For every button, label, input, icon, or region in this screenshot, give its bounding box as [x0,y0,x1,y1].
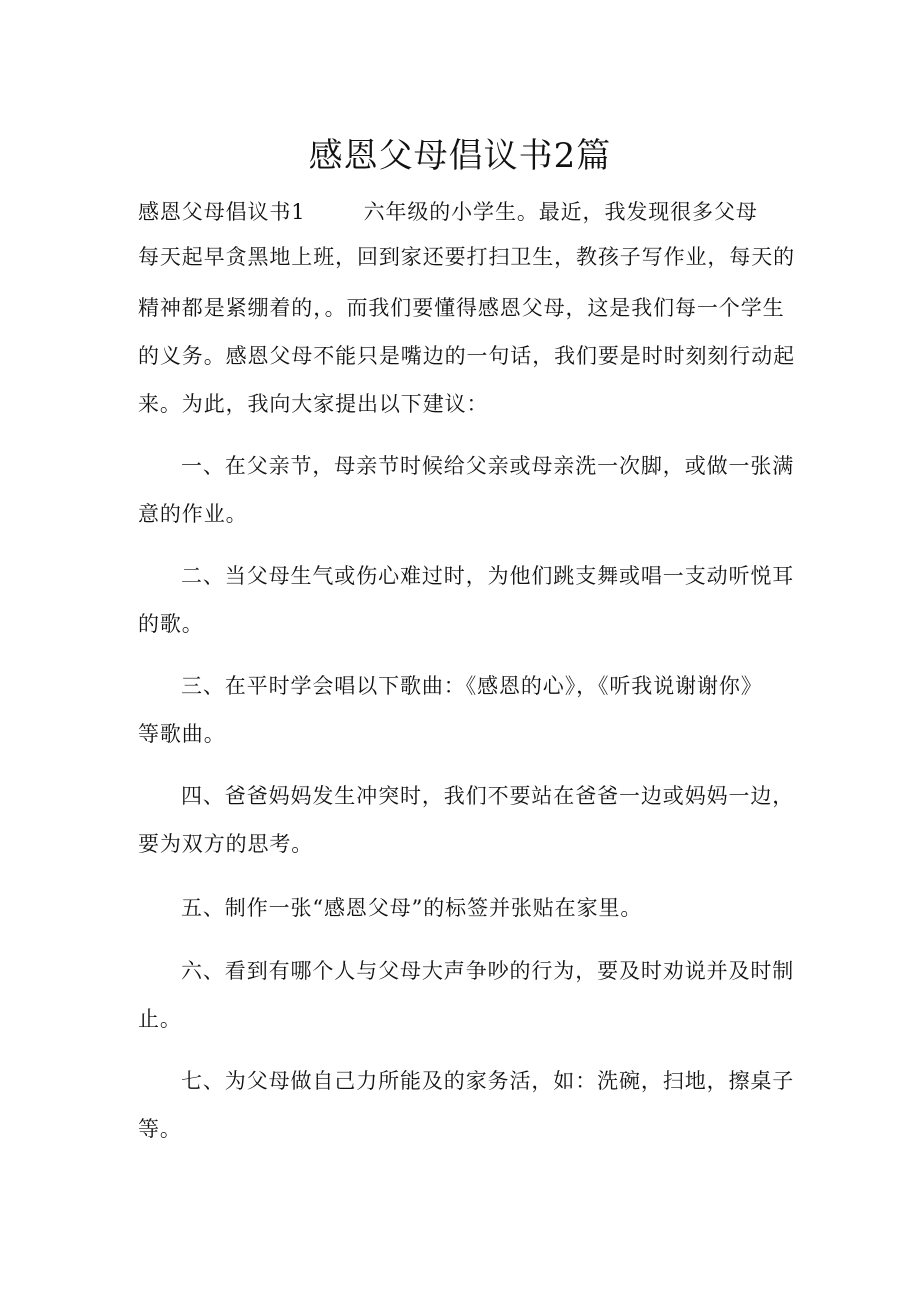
intro-line-1 [138,197,798,227]
item-7-line-2: 等。 [138,1117,182,1141]
item-7-line-1: 七、为父母做自己力所能及的家务活，如：洗碗，扫地，擦桌子 [181,1069,795,1093]
intro-line-4: 的义务。感恩父母不能只是嘴边的一句话，我们要是时时刻刻行动起 [138,344,795,368]
document-title: 感恩父母倡议书2篇 [308,136,612,176]
item-4-line-2: 要为双方的思考。 [138,832,314,856]
item-1-line-2: 意的作业。 [138,502,248,526]
item-6-line-1: 六、看到有哪个人与父母大声争吵的行为，要及时劝说并及时制 [181,959,795,983]
item-1-line-1: 一、在父亲节，母亲节时候给父亲或母亲洗一次脚，或做一张满 [181,454,795,478]
item-6-line-2: 止。 [138,1007,182,1031]
item-2-line-1: 二、当父母生气或伤心难过时，为他们跳支舞或唱一支动听悦耳 [181,564,795,588]
item-2-line-2: 的歌。 [138,612,204,636]
item-4-line-1: 四、爸爸妈妈发生冲突时，我们不要站在爸爸一边或妈妈一边， [181,784,795,808]
item-5-line-1: 五、制作一张“感恩父母”的标签并张贴在家里。 [181,896,643,920]
intro-heading: 感恩父母倡议书1 [138,200,306,224]
intro-line-3: 精神都是紧绷着的，。而我们要懂得感恩父母，这是我们每一个学生 [138,296,785,320]
intro-line-2: 每天起早贪黑地上班，回到家还要打扫卫生，教孩子写作业，每天的 [138,245,795,269]
intro-line-5: 来。为此，我向大家提出以下建议： [138,392,489,416]
item-3-line-2: 等歌曲。 [138,722,226,746]
intro-line-1-text: 六年级的小学生。最近，我发现很多父母 [363,200,758,224]
item-3-line-1: 三、在平时学会唱以下歌曲：《感恩的心》，《听我说谢谢你》 [181,674,763,698]
